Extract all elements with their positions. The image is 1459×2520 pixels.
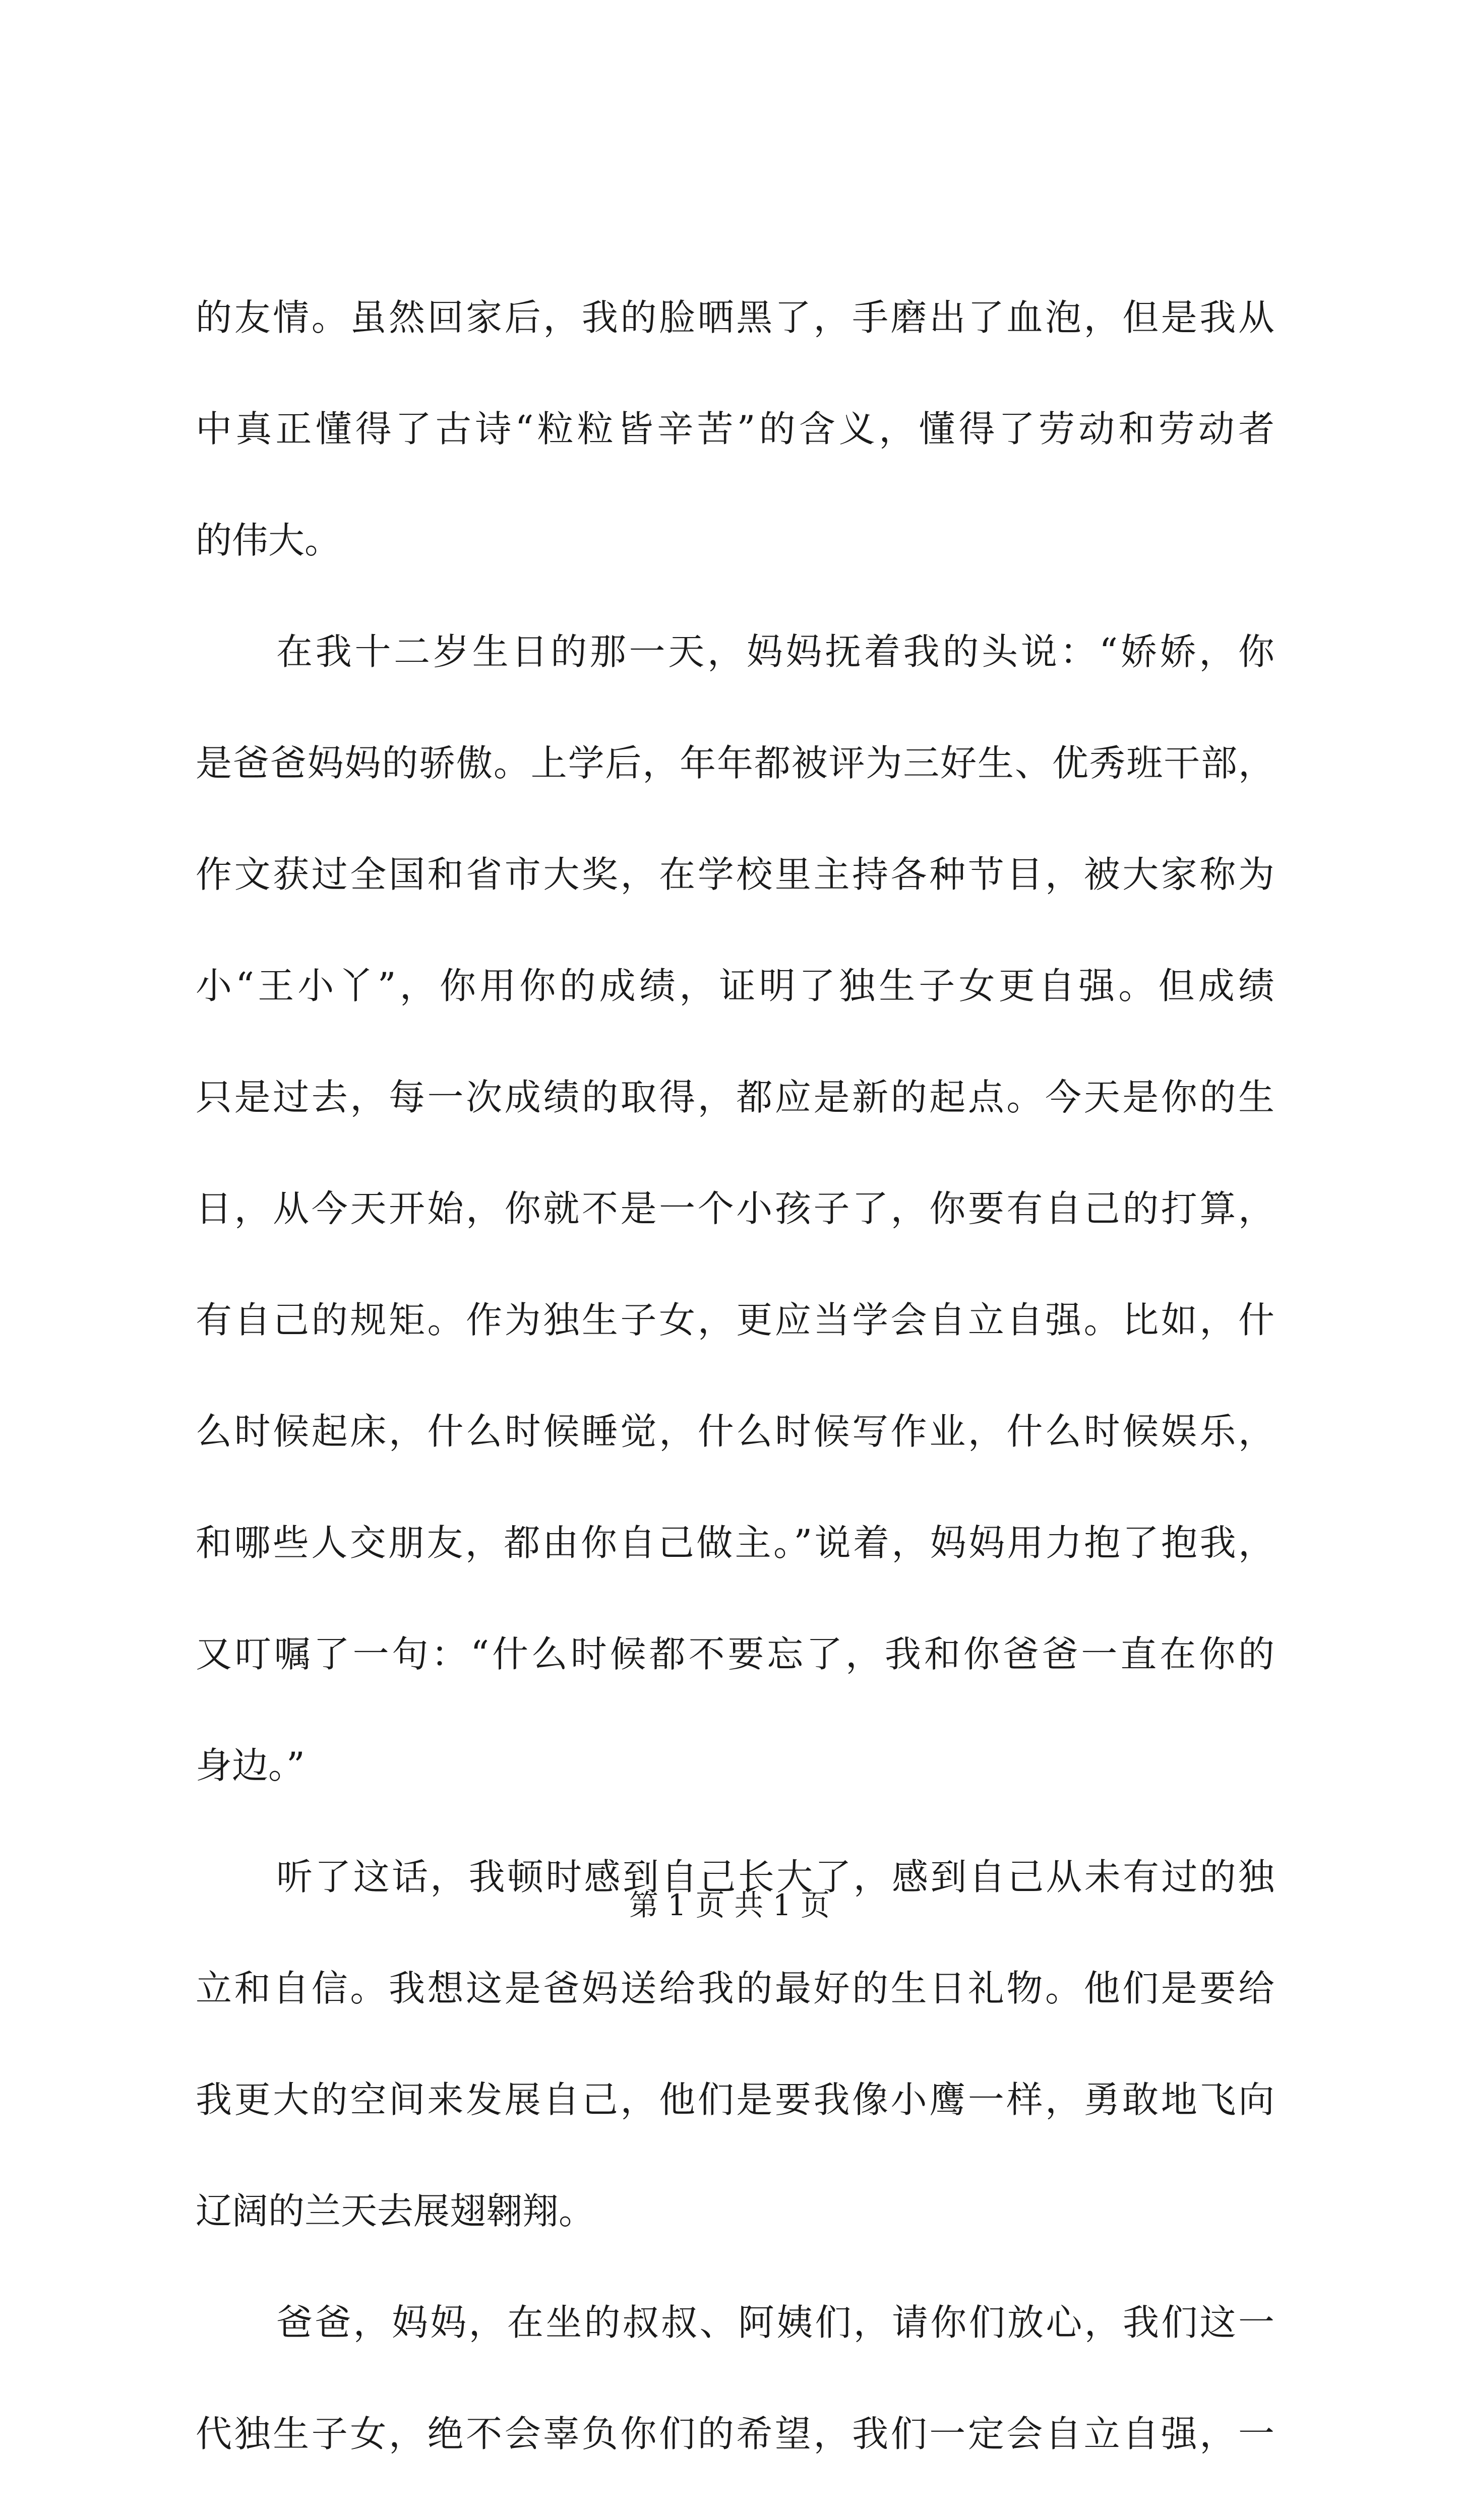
text-line: 作文获过全国和省市大奖，在学校里主持各种节目，被大家称为 xyxy=(196,853,1274,896)
text-line: 么时候起床，什么时候睡觉，什么时候写作业，什么时候娱乐， xyxy=(196,1410,1274,1453)
text-line: 有自己的规矩。作为独生子女，更应当学会自立自强。比如，什 xyxy=(196,1299,1274,1341)
text-line: 听了这话，我顿时感到自己长大了，感到自己从未有过的独 xyxy=(276,1856,1274,1898)
text-line: 爸爸，妈妈，在坐的叔叔、阿姨们，请你们放心，我们这一 xyxy=(276,2301,1274,2344)
text-line: 我更大的空间来发展自己，他们是要我像小鹰一样，勇敢地飞向 xyxy=(196,2078,1274,2121)
page-number-label: 第 1 页 共 1 页 xyxy=(629,1888,830,1922)
text-line: 是爸爸妈妈的骄傲。上学后，年年都被评为三好生、优秀班干部， xyxy=(196,742,1274,784)
text-line: 的伟大。 xyxy=(196,519,341,561)
text-line: 中真正懂得了古诗“粒粒皆辛苦”的含义，懂得了劳动和劳动者 xyxy=(196,408,1274,450)
text-line: 辽阔的兰天去展翅翱翔。 xyxy=(196,2190,595,2232)
paragraph-4 xyxy=(196,2267,1274,2520)
text-line: 日，从今天开始，你就不是一个小孩子了，你要有自己的打算， xyxy=(196,1187,1274,1230)
paragraph-1 xyxy=(196,262,1274,596)
text-line: 立和自信。我想这是爸妈送给我的最好的生日礼物。他们是要给 xyxy=(196,1967,1274,2009)
text-line: 只是过去，每一次成绩的取得，都应是新的起点。今天是你的生 xyxy=(196,1076,1274,1118)
text-line: 的友情。虽然回家后，我的脸晒黑了，手磨出了血泡，但是我从 xyxy=(196,296,1274,339)
page-footer xyxy=(0,1885,1459,1925)
text-line: 身边。” xyxy=(196,1744,305,1787)
paragraph-2 xyxy=(196,596,1274,1821)
text-line xyxy=(196,2490,1274,2520)
text-line: 和哪些人交朋友，都由你自己做主。”说着，妈妈用力抱了抱我， xyxy=(196,1522,1274,1564)
text-line: 代独生子女，绝不会辜负你们的希望，我们一定会自立自强，一 xyxy=(196,2413,1274,2455)
text-line: 在我十二岁生日的那一天，妈妈抚着我的头说：“娇娇，你 xyxy=(276,631,1274,673)
text-line: 又叮嘱了一句：“什么时候都不要忘了，我和你爸爸一直在你的 xyxy=(196,1633,1274,1675)
document-body xyxy=(196,262,1274,2520)
text-line: 小“王小丫”，你用你的成绩，证明了独生子女更自强。但成绩 xyxy=(196,965,1274,1007)
